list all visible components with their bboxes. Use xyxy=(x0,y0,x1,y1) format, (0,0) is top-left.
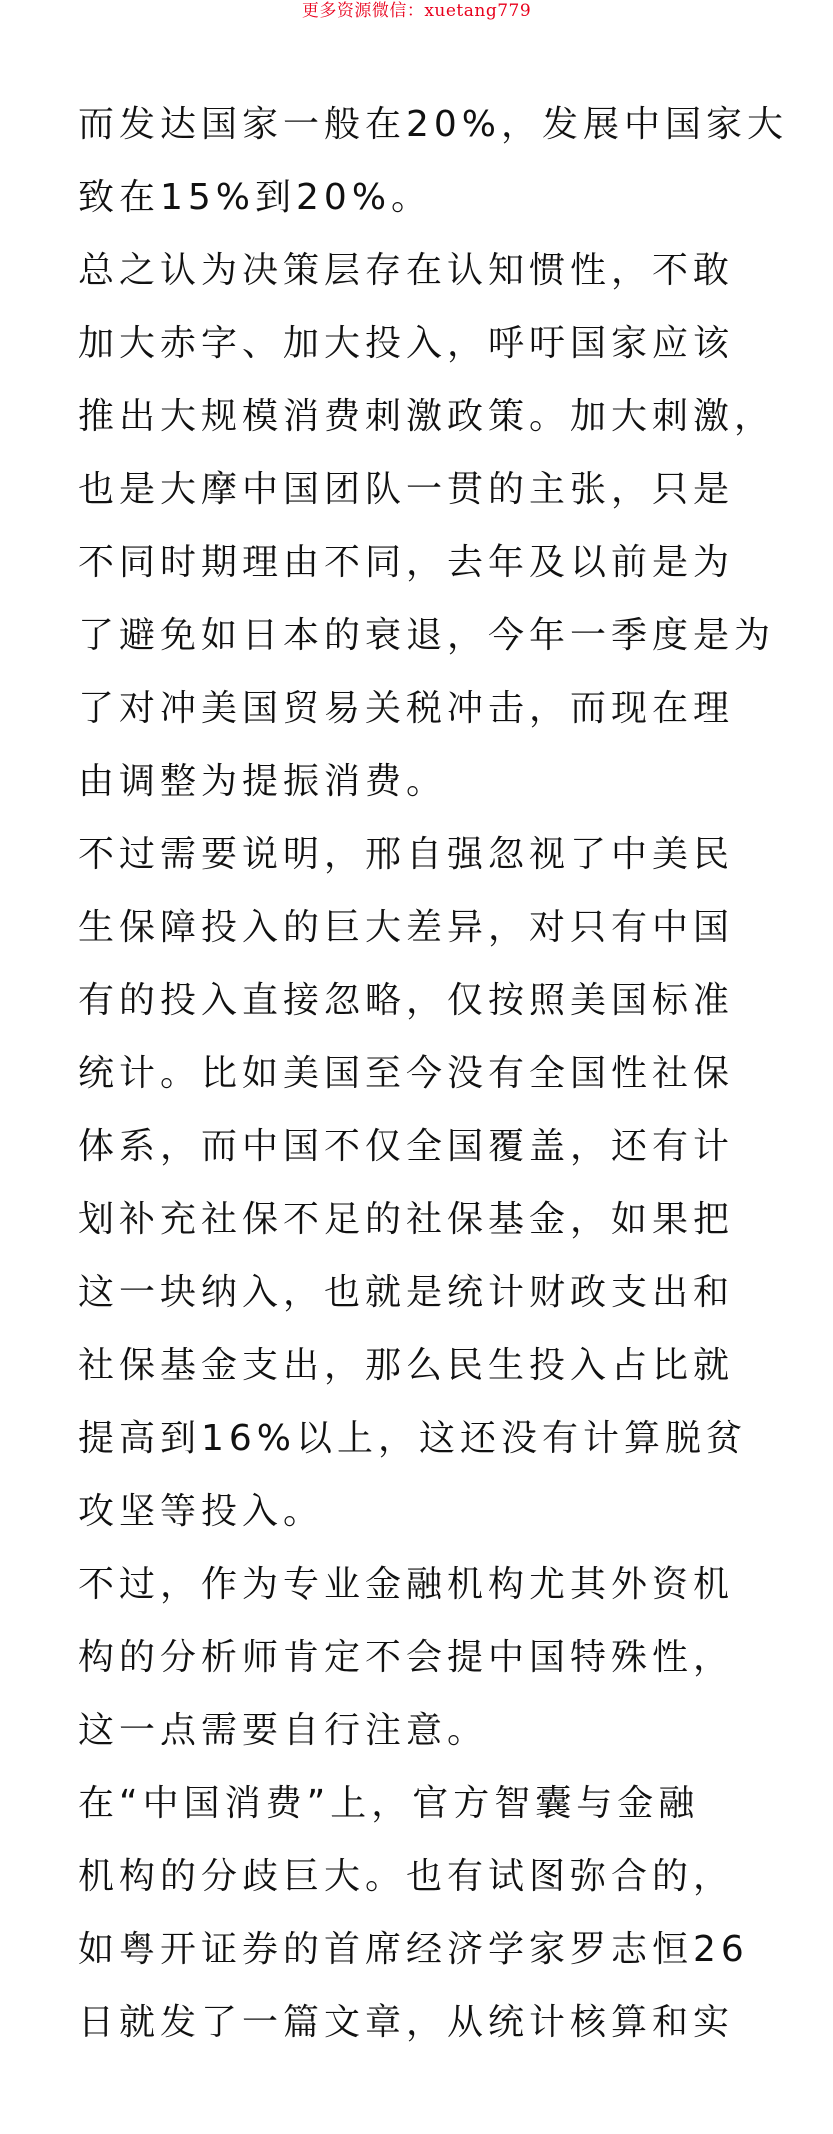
text-line: 致在15%到20%。 xyxy=(78,177,433,218)
text-line: 由调整为提振消费。 xyxy=(78,761,448,802)
text-line: 不过，作为专业金融机构尤其外资机 xyxy=(78,1564,735,1605)
text-line: 提高到16%以上，这还没有计算脱贫 xyxy=(78,1418,748,1459)
text-line: 而发达国家一般在20%，发展中国家大 xyxy=(78,104,789,145)
text-line: 日就发了一篇文章，从统计核算和实 xyxy=(78,2002,735,2043)
text-line: 不同时期理由不同，去年及以前是为 xyxy=(78,542,735,583)
text-line: 推出大规模消费刺激政策。加大刺激， xyxy=(78,396,776,437)
text-line: 了对冲美国贸易关税冲击，而现在理 xyxy=(78,688,735,729)
paragraph-3 xyxy=(78,818,768,1548)
paragraph-2 xyxy=(78,234,776,818)
text-line: 加大赤字、加大投入，呼吁国家应该 xyxy=(78,323,735,364)
text-line: 统计。比如美国至今没有全国性社保 xyxy=(78,1053,735,1094)
text-line: 如粤开证券的首席经济学家罗志恒26 xyxy=(78,1929,749,1970)
article-body xyxy=(78,88,789,2059)
text-line: 生保障投入的巨大差异，对只有中国 xyxy=(78,907,735,948)
paragraph-1 xyxy=(78,88,789,234)
text-line: 这一点需要自行注意。 xyxy=(78,1710,489,1751)
watermark-header: 更多资源微信：xuetang779 xyxy=(301,1,532,21)
text-line: 也是大摩中国团队一贯的主张，只是 xyxy=(78,469,735,510)
text-line: 不过需要说明，邢自强忽视了中美民 xyxy=(78,834,735,875)
text-line: 划补充社保不足的社保基金，如果把 xyxy=(78,1199,735,1240)
text-line: 这一块纳入，也就是统计财政支出和 xyxy=(78,1272,735,1313)
text-line: 攻坚等投入。 xyxy=(78,1491,325,1532)
paragraph-4 xyxy=(78,1548,768,1767)
text-line: 在“中国消费”上，官方智囊与金融 xyxy=(78,1783,700,1824)
text-line: 社保基金支出，那么民生投入占比就 xyxy=(78,1345,735,1386)
text-line: 有的投入直接忽略，仅按照美国标准 xyxy=(78,980,735,1021)
text-line: 体系，而中国不仅全国覆盖，还有计 xyxy=(78,1126,735,1167)
text-line: 了避免如日本的衰退，今年一季度是为 xyxy=(78,615,776,656)
paragraph-5 xyxy=(78,1767,768,2059)
text-line: 总之认为决策层存在认知惯性，不敢 xyxy=(78,250,735,291)
text-line: 构的分析师肯定不会提中国特殊性， xyxy=(78,1637,735,1678)
text-line: 机构的分歧巨大。也有试图弥合的， xyxy=(78,1856,735,1897)
